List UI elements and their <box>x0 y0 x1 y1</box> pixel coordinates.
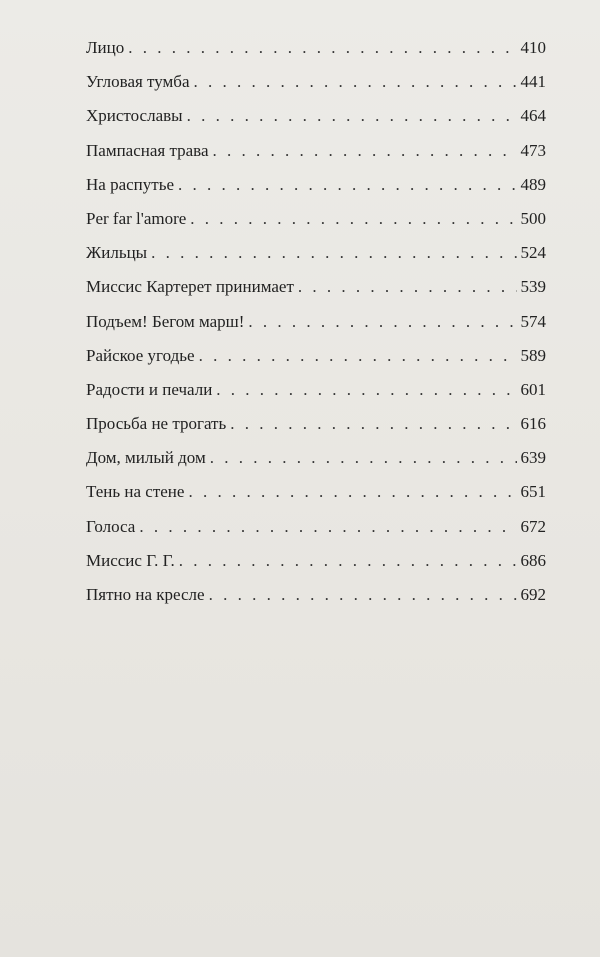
toc-entry <box>86 312 546 346</box>
toc-entry <box>86 175 546 209</box>
toc-entry-title: Пампасная трава <box>86 140 209 160</box>
toc-entry-page: 489 <box>520 174 546 194</box>
toc-entry-page: 692 <box>520 585 546 604</box>
dot-leader <box>213 141 517 161</box>
dot-leader <box>298 277 517 297</box>
toc-entry-title: Угловая тумба <box>86 72 190 92</box>
toc-entry-title: Райское угодье <box>86 345 195 365</box>
toc-entry-title: Дом, милый дом <box>86 448 206 468</box>
toc-entry <box>86 141 546 175</box>
dot-leader <box>248 312 516 332</box>
dot-leader <box>194 72 517 92</box>
toc-entry <box>86 585 546 619</box>
dot-leader <box>139 517 516 537</box>
toc-entry <box>86 448 546 482</box>
toc-entry-title: Per far l'amore <box>86 208 187 228</box>
toc-entry <box>86 551 546 585</box>
toc-entry-title: Голоса <box>86 516 136 536</box>
dot-leader <box>188 482 516 502</box>
toc-entry <box>86 106 546 140</box>
dot-leader <box>210 448 517 468</box>
toc-entry-title: Радости и печали <box>86 379 213 399</box>
dot-leader <box>230 414 516 434</box>
toc-entry-title: Христославы <box>86 106 183 126</box>
toc-entry-page: 441 <box>520 72 546 92</box>
toc-entry <box>86 482 546 516</box>
toc-entry-page: 410 <box>520 38 546 57</box>
dot-leader <box>209 585 517 605</box>
toc-entry-page: 500 <box>520 208 546 228</box>
toc-entry-page: 639 <box>520 448 546 468</box>
toc-entry-page: 464 <box>520 106 546 126</box>
toc-entry <box>86 414 546 448</box>
toc-entry <box>86 380 546 414</box>
toc-entry-title: Пятно на кресле <box>86 585 205 604</box>
table-of-contents <box>86 38 546 619</box>
toc-entry-page: 616 <box>520 414 546 434</box>
toc-entry-title: Миссис Картерет принимает <box>86 277 294 297</box>
toc-entry <box>86 517 546 551</box>
toc-entry-title: Лицо <box>86 38 125 57</box>
dot-leader <box>179 551 517 571</box>
toc-entry-title: Тень на стене <box>86 482 185 502</box>
dot-leader <box>199 346 517 366</box>
toc-entry-title: Просьба не трогать <box>86 414 227 434</box>
toc-entry-page: 686 <box>520 550 546 570</box>
toc-entry <box>86 243 546 277</box>
dot-leader <box>190 209 516 229</box>
toc-entry-page: 524 <box>520 243 546 263</box>
toc-entry-title: Миссис Г. Г. <box>86 550 175 570</box>
toc-entry-page: 589 <box>520 345 546 365</box>
toc-entry-page: 601 <box>520 379 546 399</box>
toc-entry-page: 473 <box>520 140 546 160</box>
toc-entry <box>86 72 546 106</box>
toc-entry <box>86 209 546 243</box>
toc-entry <box>86 277 546 311</box>
toc-entry-page: 539 <box>520 277 546 297</box>
toc-entry-title: Подъем! Бегом марш! <box>86 311 245 331</box>
dot-leader <box>187 106 517 126</box>
dot-leader <box>151 243 516 263</box>
toc-entry-title: На распутье <box>86 174 174 194</box>
toc-entry-page: 672 <box>520 516 546 536</box>
toc-entry-page: 574 <box>520 311 546 331</box>
toc-entry <box>86 346 546 380</box>
dot-leader <box>128 38 516 58</box>
dot-leader <box>216 380 516 400</box>
dot-leader <box>178 175 517 195</box>
toc-entry-page: 651 <box>520 482 546 502</box>
toc-entry-title: Жильцы <box>86 243 148 263</box>
toc-entry <box>86 38 546 72</box>
